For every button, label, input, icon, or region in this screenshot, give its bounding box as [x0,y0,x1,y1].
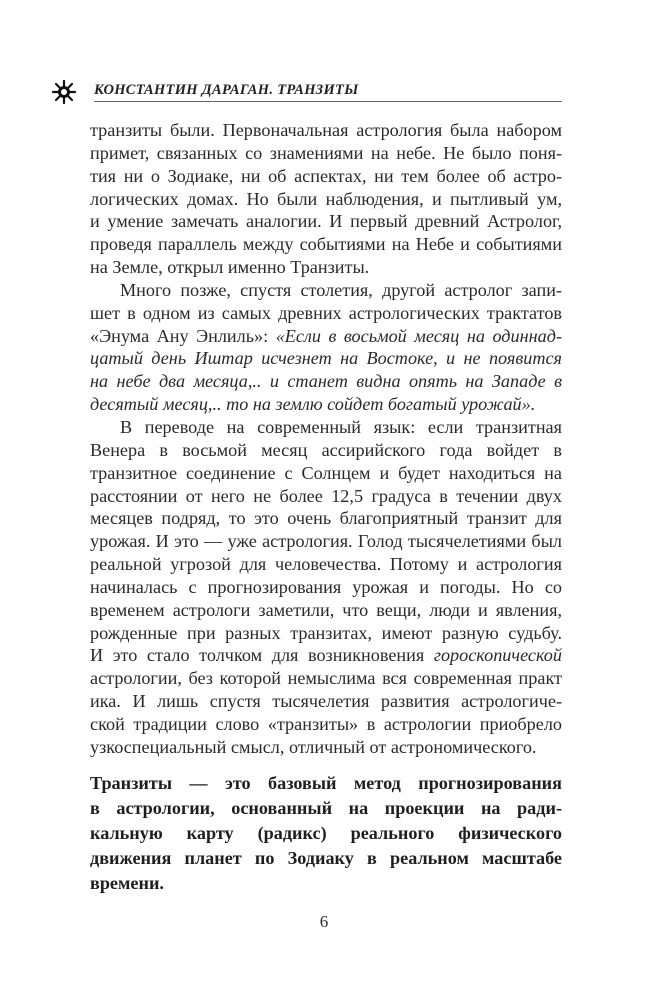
text-segment: И это стало толчком для возникновения [90,645,434,666]
text-line: транзиты были. Первоначальная астрология была набором [90,120,562,140]
paragraph-1 [90,119,562,279]
text-line: В переводе на современный язык: если транзитная [120,416,562,437]
text-line: примет, связанных со знамениями на небе. Не было поня- [90,142,562,163]
definition-line: кальную карту (радикс) реального физического [90,823,562,843]
text-line: проведя параллель между событиями на Небе и событиями [90,234,562,255]
emphasis: гороскопической [433,645,562,666]
page-number: 6 [319,912,329,931]
text-line: рожденные при разных транзитах, имеют разную судьбу. [90,622,562,643]
text-line: астрологии, без которой немыслима вся современная практ [90,668,562,689]
text-line: ика. И лишь спустя тысячелетия развития астрологиче- [90,691,562,712]
text-line: на Земле, открыл именно Транзиты. [90,257,370,278]
text-line: урожая. И это — уже астрология. Голод тысячелетиями был [90,531,562,552]
header-rule [94,101,562,102]
text-line: ской традиции слово «транзиты» в астрологии приобрело [90,713,562,734]
header-title: КОНСТАНТИН ДАРАГАН. ТРАНЗИТЫ [94,82,359,98]
definition-block [90,771,562,896]
sun-icon [52,80,76,104]
text-line: временем астрологи заметили, что вещи, люди и явления, [90,599,562,620]
text-line: расстоянии от него не более 12,5 градуса в течении двух [90,485,562,506]
text-line: начиналась с прогнозирования урожая и погоды. Но со [90,576,562,597]
treatise-name: «Энума Ану Энлиль»: [90,325,276,346]
text-line: месяцев подряд, то это очень благоприятный транзит для [90,508,562,529]
definition-line: движения планет по Зодиаку в реальном масштабе [90,848,562,868]
text-line: логических домах. Но были наблюдения, и пытливый ум, [90,188,562,209]
text-line: реальной угрозой для человечества. Потому и астрология [90,554,562,575]
paragraph-3 [90,416,562,759]
text-line: Много позже, спустя столетия, другой астролог запи- [120,279,562,300]
text-line: и умение замечать аналогии. И первый древний Астролог, [90,211,562,232]
text-line [90,644,562,667]
quote-line: цатый день Иштар исчезнет на Востоке, и не появится [90,348,562,369]
text-line: узкоспециальный смысл, отличный от астрономического. [90,736,537,757]
quote-line: на небе два месяца,.. и станет видна опять на Западе в [90,371,562,392]
definition-line: в астрологии, основанный на проекции на ради- [90,798,562,818]
quote-text: «Если в восьмой месяц на одиннад- [275,325,562,346]
paragraph-2 [90,279,562,416]
text-line [90,325,562,348]
text-line: тия ни о Зодиаке, ни об аспектах, ни тем более об астро- [90,165,562,186]
text-line: транзитное соединение с Солнцем и будет находиться на [90,462,562,483]
text-line: шет в одном из самых древних астрологических трактатов [90,302,562,323]
quote-line: десятый месяц,.. то на землю сойдет богатый урожай». [90,394,536,415]
body-text [90,119,562,759]
definition-line: времени. [90,873,164,893]
text-line: Венера в восьмой месяц ассирийского года войдет в [90,439,562,460]
running-header [52,80,562,104]
definition-line: Транзиты — это базовый метод прогнозирования [90,773,562,793]
